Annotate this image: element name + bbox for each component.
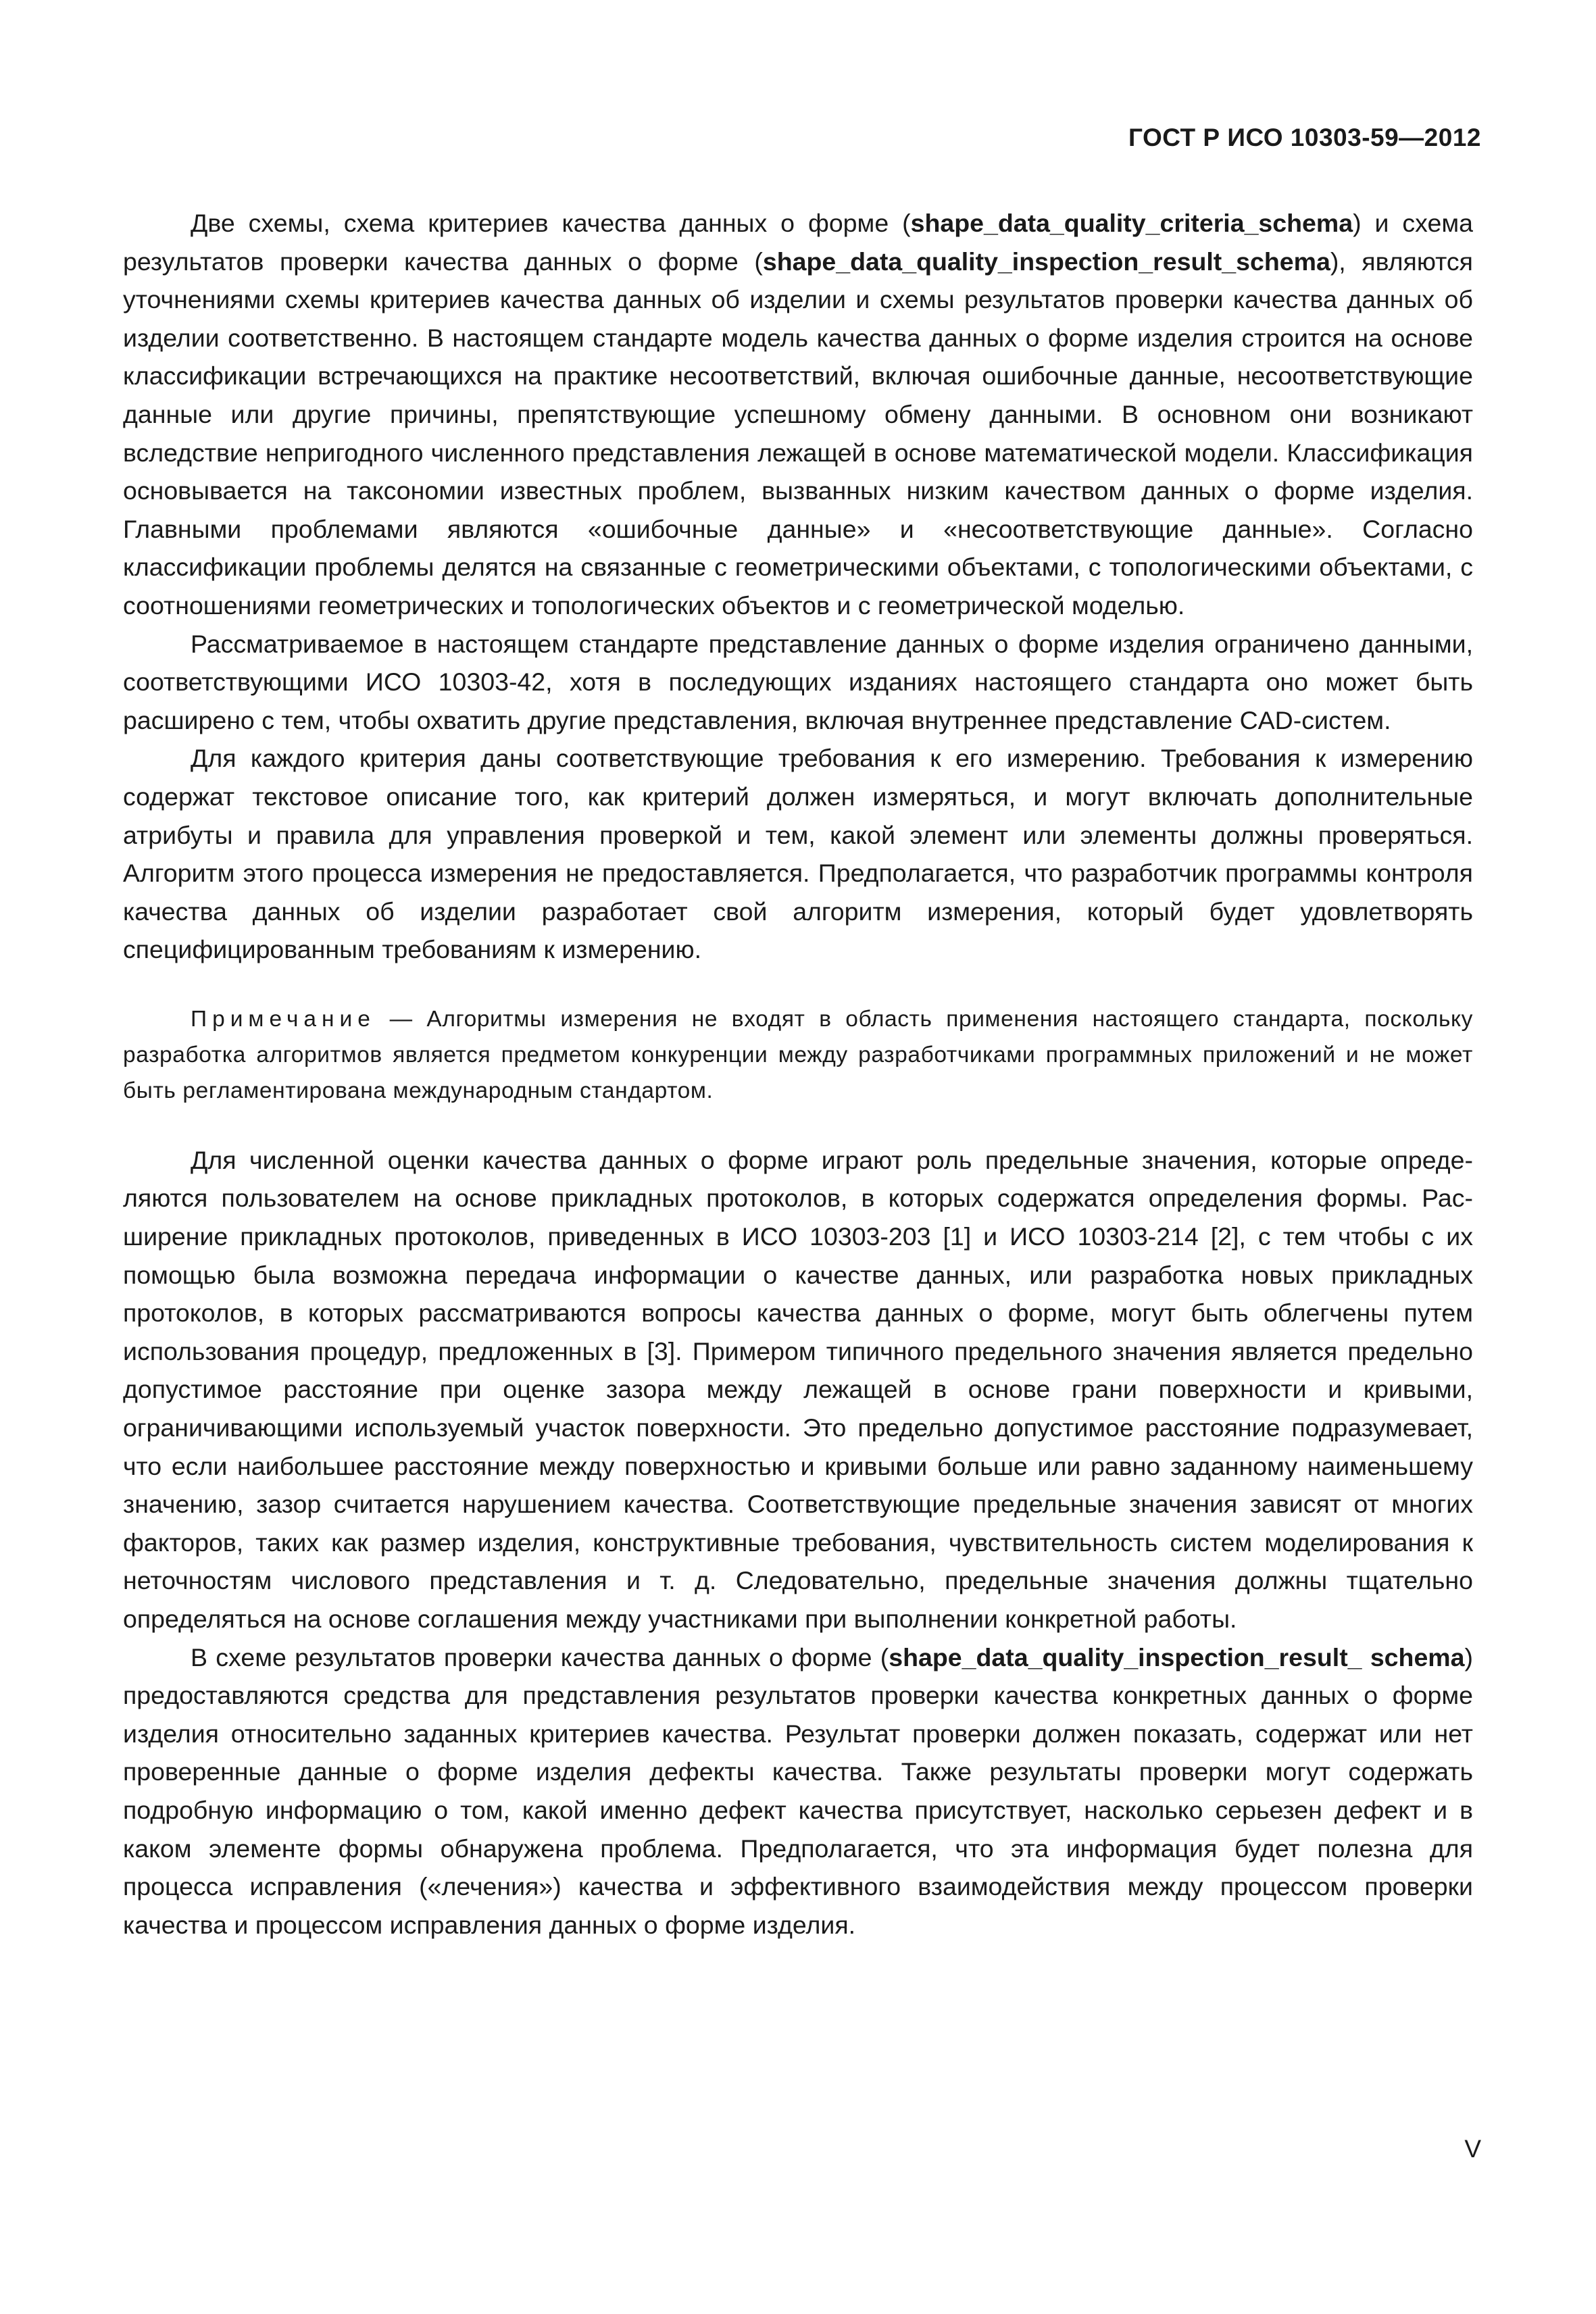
note-paragraph [123,1001,1473,1109]
paragraph-representation-scope: Рассматриваемое в настоящем стандарте представление данных о форме изделия ограничено данными, соответствующими ИСО 10303-42, хотя в последующих изданиях настоящего стандарта оно может быть расширено с тем, чтобы охватить другие представления, включая внутреннее представление CAD-систем. [123,629,1473,734]
schema-name-criteria: shape_data_quality_criteria_schema [910,209,1353,237]
text-run: Две схемы, схема критериев качества данных о форме ( [191,209,911,237]
schema-name-inspection-result: shape_data_quality_inspection_result_schema [762,247,1330,276]
text-run: В схеме результатов проверки качества данных о форме ( [191,1642,889,1671]
document-header: ГОСТ Р ИСО 10303-59—2012 [1128,124,1481,151]
paragraph-measurement-requirements: Для каждого критерия даны соответствующие требования к его измерению. Требования к измерению содержат текстовое описание того, как критерий должен измеряться, и могут включать дополнительные атрибуты и правила для управления проверкой и тем, какой элемент или элементы должны проверяться. Алгоритм этого процесса измерения не предоставляется. Предполагается, что разработчик программы контроля качества данных об изделии разработает свой алгоритм измерения, который будет удовлетворять специфицированным требованиям к измерению. [123,744,1473,964]
note-label: Примечание [191,1006,376,1032]
text-run: ), являются уточнениями схемы критериев качества данных об изделии и схемы результатов проверки качества данных об изделии соответственно. В настоящем стандарте модель качества данных о форме изделия строится на основе классификации встречающихся на практике несоответствий, включая ошибочные данные, несоответствующие данные или другие причины, препятствующие успешному обмену данными. В основном они возникают вследствие непригодного численного представления лежащей в основе математической модели. Классификация основывается на таксономии известных проблем, вызванных низким качеством данных о форме изделия. Главными проблемами являются «ошибочные данные» и «несоответствующие данные». Согласно классификации проблемы делятся на связанные с геометрическими объектами, с топологическими объектами, с соотношениями геометрических и топологических объектов и с геометрической моделью. [123,247,1473,620]
paragraph-threshold-values: Для численной оценки качества данных о форме играют роль предельные значения, которые определяются пользователем на основе прикладных протоколов, в которых содержатся определения формы. Расширение прикладных протоколов, приведенных в ИСО 10303-203 [1] и ИСО 10303-214 [2], с тем чтобы с их помощью была возможна передача информации о качестве данных, или разработка новых прикладных протоколов, в которых рассматриваются вопросы качества данных о форме, могут быть облегчены путем использования процедур, предложенных в [3]. Примером типичного предельного значения является предельно допустимое расстояние при оценке зазора между лежащей в основе грани поверхности и кривыми, ограничивающими используемый участок поверхности. Это предельно допустимое расстояние подразумевает, что если наибольшее расстояние между поверхностью и кривыми больше или равно заданному наименьшему значению, зазор считается нарушением качества. Соответствующие предельные значения зависят от многих факторов, таких как размер изделия, конструктивные требования, чувствительность систем моделирования к неточностям числового представления и т. д. Следовательно, предельные значения должны тщательно определяться на основе соглашения между участниками при выполнении конкретной работы. [123,1145,1473,1633]
note-text: — Алгоритмы измерения не входят в область применения настоящего стандарта, поскольку разработка алгоритмов является предметом конкуренции между разработчиками программных приложений и не может быть регламентирована международным стандартом. [123,1006,1473,1103]
schema-name-inspection-result: shape_data_quality_inspection_result_ schema [889,1642,1465,1671]
paragraph-schemas-intro [123,204,1473,625]
page-number: V [1464,2135,1481,2163]
text-run: ) предоставляются средства для представления результатов проверки качества конкретных данных о форме изделия относительно заданных критериев качества. Результат проверки должен показать, содержат или нет проверенные данные о форме изделия дефекты качества. Также результаты проверки могут содержать подробную информацию о том, какой именно дефект качества присутствует, насколько серьезен дефект и в каком элементе формы обнаружена проблема. Предполагается, что эта информация будет полезна для процесса исправления («лечения») качества и эффективного взаимодействия между процессом проверки качества и процессом исправления данных о форме изделия. [123,1642,1474,1939]
document-body [123,204,1473,1944]
text-run: ) и схема результатов проверки качества данных о форме ( [123,209,1473,276]
paragraph-inspection-results [123,1638,1473,1944]
